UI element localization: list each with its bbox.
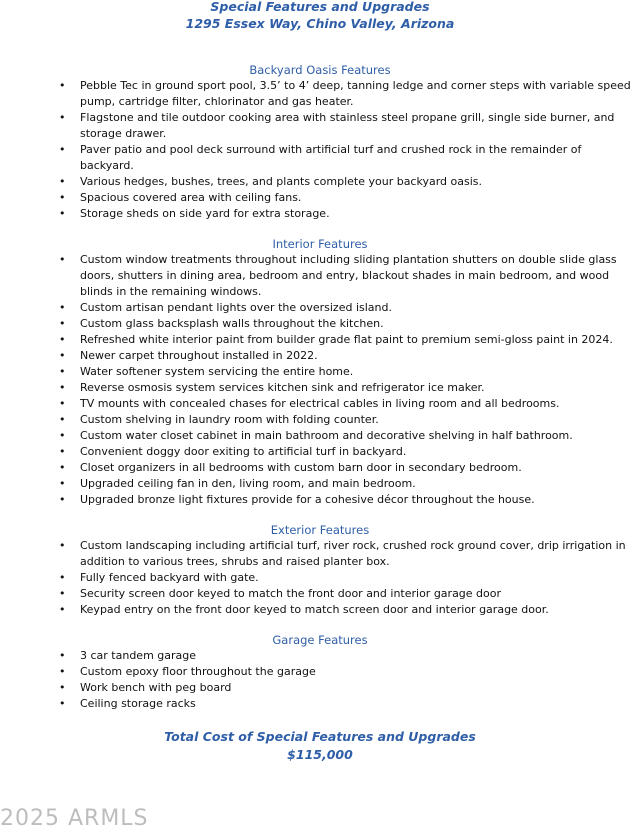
section-garage (0, 632, 640, 712)
feature-list-backyard (0, 78, 640, 222)
list-item: • Security screen door keyed to match the front door and interior garage door (0, 586, 640, 602)
list-item: • Refreshed white interior paint from builder grade flat paint to premium semi-gloss paint in 2024. (0, 332, 640, 348)
feature-list-interior (0, 252, 640, 508)
list-item: • Storage sheds on side yard for extra storage. (0, 206, 640, 222)
list-item: • Custom epoxy floor throughout the garage (0, 664, 640, 680)
list-item: • Water softener system servicing the entire home. (0, 364, 640, 380)
total-cost (0, 728, 640, 764)
feature-list-garage (0, 648, 640, 712)
document-header (0, 0, 640, 32)
list-item: • Newer carpet throughout installed in 2022. (0, 348, 640, 364)
section-title-garage: Garage Features (272, 633, 368, 647)
section-interior (0, 236, 640, 508)
list-item: • 3 car tandem garage (0, 648, 640, 664)
list-item: • Spacious covered area with ceiling fans. (0, 190, 640, 206)
section-title-backyard: Backyard Oasis Features (249, 63, 391, 77)
section-title-exterior: Exterior Features (270, 523, 370, 537)
list-item: • Paver patio and pool deck surround with artificial turf and crushed rock in the remainder of backyard. (0, 142, 640, 174)
total-cost-label: Total Cost of Special Features and Upgrades (164, 729, 476, 744)
list-item: • Custom glass backsplash walls throughout the kitchen. (0, 316, 640, 332)
section-exterior (0, 522, 640, 618)
section-title-interior: Interior Features (272, 237, 368, 251)
property-address: 1295 Essex Way, Chino Valley, Arizona (185, 16, 455, 31)
feature-list-exterior (0, 538, 640, 618)
list-item: • Keypad entry on the front door keyed to match screen door and interior garage door. (0, 602, 640, 618)
list-item: • Custom window treatments throughout including sliding plantation shutters on double slide glass doors, shutters in dining area, bedroom and entry, blackout shades in main bedroom, and wood blinds in the remaining windows. (0, 252, 640, 300)
list-item: • Flagstone and tile outdoor cooking area with stainless steel propane grill, single side burner, and storage drawer. (0, 110, 640, 142)
list-item: • Fully fenced backyard with gate. (0, 570, 640, 586)
list-item: • Closet organizers in all bedrooms with custom barn door in secondary bedroom. (0, 460, 640, 476)
list-item: • Custom shelving in laundry room with folding counter. (0, 412, 640, 428)
document-title: Special Features and Upgrades (210, 0, 430, 14)
list-item: • Ceiling storage racks (0, 696, 640, 712)
list-item: • Various hedges, bushes, trees, and plants complete your backyard oasis. (0, 174, 640, 190)
list-item: • Pebble Tec in ground sport pool, 3.5’ to 4’ deep, tanning ledge and corner steps with variable speed pump, cartridge filter, chlorinator and gas heater. (0, 78, 640, 110)
list-item: • Upgraded bronze light fixtures provide for a cohesive décor throughout the house. (0, 492, 640, 508)
list-item: • Work bench with peg board (0, 680, 640, 696)
section-backyard (0, 62, 640, 222)
list-item: • Custom landscaping including artificial turf, river rock, crushed rock ground cover, drip irrigation in addition to various trees, shrubs and raised planter box. (0, 538, 640, 570)
total-cost-amount: $115,000 (287, 747, 353, 762)
copyright-watermark: 2025 ARMLS (0, 806, 149, 831)
list-item: • Convenient doggy door exiting to artificial turf in backyard. (0, 444, 640, 460)
list-item: • TV mounts with concealed chases for electrical cables in living room and all bedrooms. (0, 396, 640, 412)
list-item: • Reverse osmosis system services kitchen sink and refrigerator ice maker. (0, 380, 640, 396)
list-item: • Custom artisan pendant lights over the oversized island. (0, 300, 640, 316)
list-item: • Custom water closet cabinet in main bathroom and decorative shelving in half bathroom. (0, 428, 640, 444)
list-item: • Upgraded ceiling fan in den, living room, and main bedroom. (0, 476, 640, 492)
